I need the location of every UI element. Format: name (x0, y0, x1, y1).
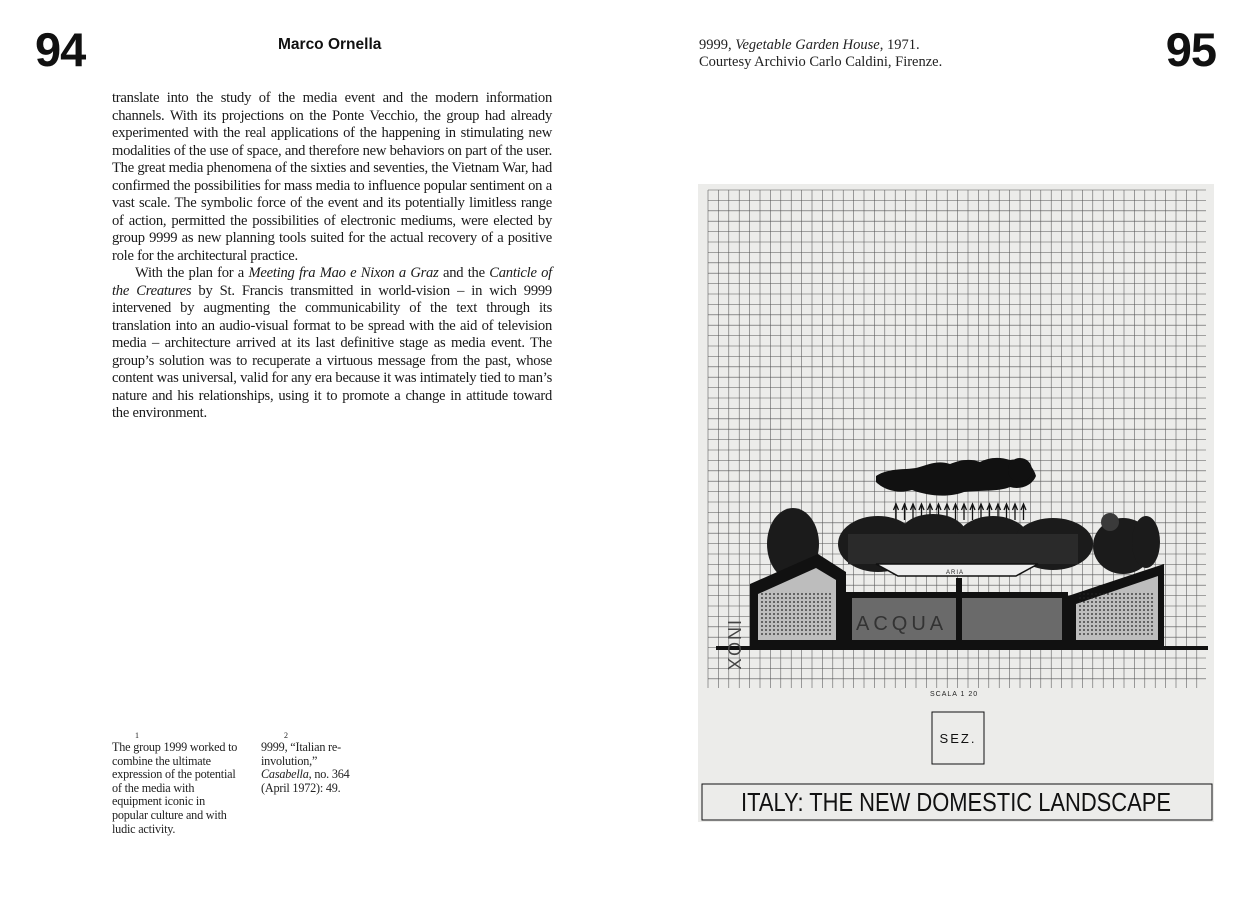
footnote-1 (112, 731, 242, 836)
footnote-2-run: 9999, “Italian re-involution,” (261, 740, 341, 768)
banner-title: ITALY: THE NEW DOMESTIC LANDSCAPE (741, 787, 1171, 817)
paragraph-2-run: by St. Francis transmitted in world-vision – in wich 9999 intervened by augmenting the communicability of the text through its translation into an audio-visual format to be spread with the aid of television media – architecture arrived at its last definitive stage as media event. The group’s solution was to recuperate a virtuous message from the past, whose content was universal, valid for any era because it was intimately tied to man’s nature and his relationships, using it to promote a change in attitude toward the environment. (112, 282, 552, 421)
paragraph-2-run: Canticle of the Creatures (112, 265, 552, 299)
plate-drawing (698, 184, 1214, 822)
caption-credit: Courtesy Archivio Carlo Caldini, Firenze. (699, 54, 943, 70)
paragraph-1 (112, 90, 552, 265)
paragraph-2-run: With the plan for a (135, 265, 249, 281)
footnote-1-text: The group 1999 worked to combine the ultimate expression of the potential of the media with equipment iconic in popular culture and with ludic activity. (112, 740, 238, 836)
figure-caption (699, 37, 942, 71)
caption-title: Vegetable Garden House (735, 37, 880, 53)
label-inox: INOX (724, 620, 744, 673)
running-head: Marco Ornella (278, 36, 382, 53)
paragraph-2-run: and the (438, 265, 490, 281)
upward-arrows (894, 504, 1027, 520)
footnote-2-number: 2 (284, 731, 288, 740)
footnote-2-text (261, 740, 350, 795)
paragraph-2 (112, 265, 552, 423)
footnote-2-run: Casabella (261, 767, 309, 782)
label-sez: SEZ. (939, 731, 977, 746)
left-planter (750, 554, 846, 646)
label-scala: SCALA 1 20 (930, 691, 979, 698)
footnote-1-number: 1 (135, 731, 139, 740)
ground-line (716, 646, 1208, 650)
footnote-2-run: , no. 364 (April 1972): 49. (261, 767, 350, 795)
page-number-left: 94 (35, 23, 86, 76)
paragraph-1-run: translate into the study of the media event and the modern information channels. With its projections on the Ponte Vecchio, the group had already experimented with the real applications of the happening in stimulating new modalities of the use of space, and therefore new behaviors on part of the user. The great media phenomena of the sixties and seventies, the Vietnam War, had confirmed the possibilities for mass media to influence popular sentiment on a vast scale. The symbolic force of the event and its potentially limitless range of action, permitted the possibilities of electronic mediums, were elected by group 9999 as new planning tools suited for the actual recovery of a positive role for the architectural practice. (112, 90, 552, 264)
label-acqua: ACQUA (856, 613, 948, 635)
figure-plate (698, 184, 1214, 822)
page-number-right: 95 (1165, 23, 1216, 76)
label-aria: ARIA (946, 570, 965, 576)
caption-year: , 1971. (879, 37, 920, 53)
footnote-2 (261, 731, 361, 795)
paragraph-2-run: Meeting fra Mao e Nixon a Graz (248, 265, 439, 281)
caption-author: 9999, (699, 37, 736, 53)
body-text (112, 90, 552, 423)
floating-figure-silhouette (876, 458, 1036, 496)
